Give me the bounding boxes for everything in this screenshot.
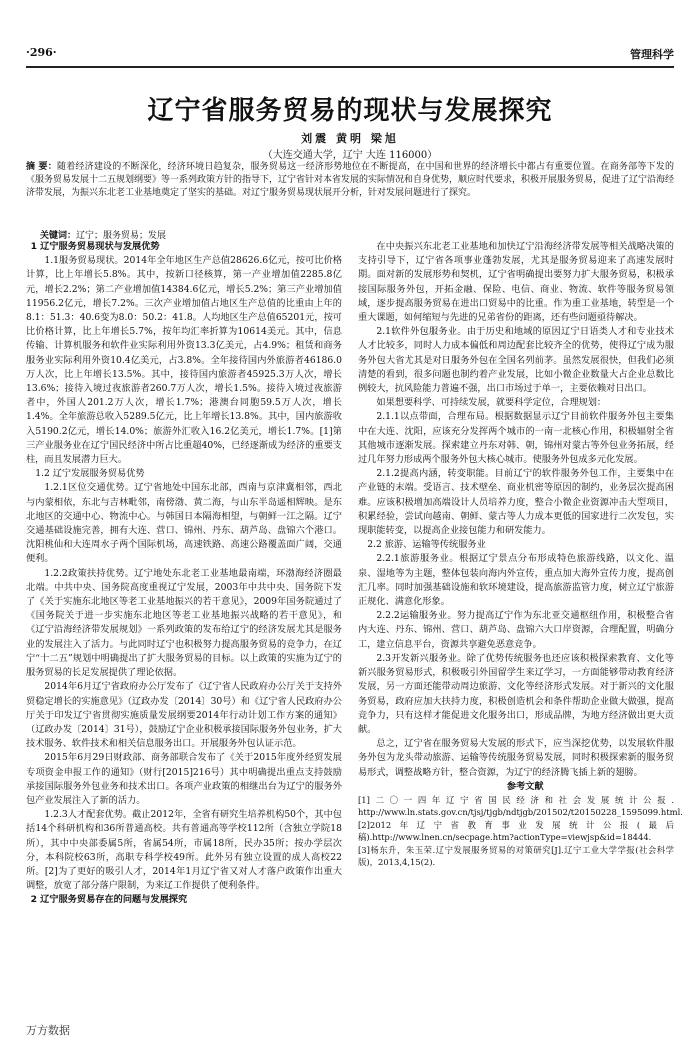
- running-head: [26, 46, 674, 62]
- paragraph: 1.1服务贸易现状。2014年全年地区生产总值28626.6亿元，按可比价格计算，比上年增长5.8%。其中，按新口径核算，第一产业增加值2285.8亿元，增长2.2%；第二产业增加值14384.6亿元，增长5.2%；第三产业增加值11956.2亿元，增长7.2%。三次产业增加值占地区生产总值的比重由上年的8.1：51.3：40.6变为8.0：50.2：41.8。人均地区生产总值65201元，按可比价格计算，比上年增长5.7%，按年均汇率折算为10614美元。其中，信息传输、计算机服务和软件业实际利用外资13.3亿美元，占4.9%；租赁和商务服务业实际利用外资10.4亿美元，占3.8%。全年接待国内外旅游者46186.0万人次，比上年增长13.5%。其中，接待国内旅游者45925.3万人次，增长13.6%；接待入境过夜旅游者260.7万人次，增长1.5%。接待入境过夜旅游者中，外国人201.2万人次，增长1.7%；港澳台同胞59.5万人次，增长1.4%。全年旅游总收入5289.5亿元，比上年增长13.8%。其中，国内旅游收入5190.2亿元，增长14.0%；旅游外汇收入16.2亿美元，增长1.7%。[1]第三产业服务业在辽宁国民经济中所占比重超40%，已经逐渐成为经济的重要支柱，而且发展潜力巨大。: [26, 255, 342, 466]
- authors: 刘震 黄明 梁旭: [301, 132, 399, 145]
- abstract-label: 摘 要：: [26, 162, 57, 172]
- paragraph: 1.2.2政策扶持优势。辽宁地处东北老工业基地最南端，环渤海经济圈最北端。中共中央、国务院高度重视辽宁发展，2003年中共中央、国务院下发了《关于实施东北地区等老工业基地振兴的若干意见》，2009年国务院通过了《国务院关于进一步实施东北地区等老工业基地振兴战略的若干意见》，和《辽宁沿海经济带发展规划》一系列政策的发布给辽宁的经济发展尤其是服务业的发展注入了活力。与此同时辽宁也积极努力提高服务贸易的竞争力，在辽宁“十二五”规划中明确提出了扩大服务贸易的目标。以上政策的实施为辽宁的服务贸易的长足发展提供了理论依据。: [26, 567, 342, 679]
- paragraph: 1.2.3人才配套优势。截止2012年，全省有研究生培养机构50个，其中包括14个科研机构和36所普通高校。共有普通高等学校112所（含独立学院18所），其中中央部委属5所，省属54所，市属18所，民办35所；按办学层次分，本科院校63所，高职专科学校49所。此外另有独立设置的成人高校22所。[2]为了更好的吸引人才，2014年1月辽宁省又对人才落户政策作出重大调整，放宽了部分落户限制，为来辽工作提供了便利条件。: [26, 809, 342, 892]
- affiliation: （大连交通大学，辽宁 大连 116000）: [262, 150, 438, 161]
- section-heading: 1 辽宁服务贸易现状与发展优势: [30, 241, 160, 252]
- references-heading: 参考文献: [506, 780, 544, 792]
- paragraph: 2.1.1以点带面，合理布局。根据数据显示辽宁目前软件服务外包主要集中在大连、沈阳，应该充分发挥两个城市的一南一北核心作用，积极辐射全省其他城市逐渐发展。探索建立丹东对韩、朝，锦州对蒙古等外包业务拓展，经过几年努力形成两个服务外包大核心城市。使服务外包成多元化发展。: [358, 411, 674, 466]
- reference-item: [2]2012年辽宁省教育事业发展统计公报(最后稿).http://www.lnen.cn/secpage.htm?actionType=viewjsp&id=18444.: [358, 819, 674, 843]
- paragraph: 2.2.2运输服务业。努力提高辽宁作为东北亚交通枢纽作用，积极整合省内大连、丹东、锦州、营口、葫芦岛、盘锦六大口岸资源，合理配置，明确分工，建立信息平台，资源共享避免恶意竞争。: [358, 610, 674, 650]
- paragraph: 2014年6月辽宁省政府办公厅发布了《辽宁省人民政府办公厅关于支持外贸稳定增长的实施意见》（辽政办发〔2014〕30号）和《辽宁省人民政府办公厅关于印发辽宁省贯彻实施质量发展纲要2014年行动计划工作方案的通知》（辽政办发〔2014〕31号），鼓励辽宁企业积极承接国际服务外包业务，扩大技术服务、软件技术和相关信息服务出口。开展服务外包认证示范。: [26, 681, 342, 750]
- article-title: 辽宁省服务贸易的现状与发展探究: [147, 96, 553, 126]
- paragraph: 2.1软件外包服务业。由于历史和地域的原因辽宁日语类人才和专业技术人才比较多，同时人力成本偏低和周边配套比较齐全的优势，使得辽宁成为服务外包大省尤其是对日服务外包在全国名列前茅。虽然发展很快，但我们必须清楚的看到，很多问题也制约着产业发展，比如小微企业数量大占企业总数比例较大，抗风险能力普遍不强，出口市场过于单一，主要依赖对日出口。: [358, 326, 674, 395]
- journal-name: 管理科学: [630, 48, 674, 61]
- right-column: [358, 240, 683, 869]
- abstract-text: 随着经济建设的不断深化，经济环境日趋复杂，服务贸易这一经济形势地位在不断提高，在中国和世界的经济增长中都占有重要位置。在商务部等下发的《服务贸易发展十二五规划纲要》等一系列政策方针的指导下，辽宁省针对本省发展的实际情况和自身优势，顺应时代要求，积极开展服务贸易，促进了辽宁沿海经济带发展，为振兴东北老工业基地奠定了坚实的基础。对辽宁服务贸易现状展开分析，针对发展问题进行了探究。: [26, 162, 675, 198]
- paragraph: 2.3开发新兴服务业。除了优势传统服务也还应该积极探索教育、文化等新兴服务贸易形式，积极吸引外国留学生来辽学习，一方面能够带动教育经济发展，另一方面还能带动周边旅游、文化等经济形式发展。对于新兴的文化服务贸易，政府应加大扶持力度，积极创造机会和条件帮助企业做大做强，提高竞争力，只有这样才能促进文化服务出口，形成品牌，为地方经济做出更大贡献。: [358, 652, 674, 735]
- abstract: [26, 161, 674, 200]
- header-rule: [26, 66, 674, 68]
- section-heading: 2 辽宁服务贸易存在的问题与发展探究: [30, 894, 188, 906]
- paragraph: 在中央振兴东北老工业基地和加快辽宁沿海经济带发展等相关战略决策的支持引导下，辽宁省各项事业蓬勃发展，尤其是服务贸易迎来了高速发展时期。面对新的发展形势和契机，辽宁省明确提出要努力扩大服务贸易，积极承接国际服务外包，开拓金融、保险、电信、商业、物流、软件等服务贸易领域，逐步提高服务贸易在进出口贸易中的比重。作为重工业基地，转型是一个重大课题，如何缩短与先进的兄弟省份的距离，还有些问题亟待解决。: [358, 241, 674, 324]
- page-number: ·296·: [26, 46, 57, 59]
- keywords-text: 辽宁；服务贸易；发展: [76, 231, 167, 241]
- subsection-heading: 1.2 辽宁发展服务贸易优势: [35, 468, 145, 480]
- subsection-heading: 2.2 旅游、运输等传统服务业: [367, 539, 486, 551]
- reference-item: [1]二〇一四年辽宁省国民经济和社会发展统计公报. http://www.ln.stats.gov.cn/tjsj/tjgb/ndtjgb/201502/t20150228_1595099.html.: [358, 794, 683, 818]
- paragraph: 如果想要科学、可持续发展，就要科学定位，合理规划：: [376, 397, 607, 409]
- paragraph: 2.2.1旅游服务业。根据辽宁景点分布形成特色旅游线路，以文化、温泉、湿地等为主题，整体包装向海内外宣传，重点加大海外宣传力度，提高创汇几率。同时加强基础设施和软环境建设，提高旅游监管力度，树立辽宁旅游正规化、满意化形象。: [358, 553, 674, 608]
- paragraph: 2.1.2提高内涵，转变职能。目前辽宁的软件服务外包工作，主要集中在产业链的末端。受语言、技术壁垒、商业机密等原因的制约，业务层次提高困难。应该积极增加高端设计人员培养力度，整合小微企业资源冲击大型项目，积累经验，尝试向越南、朝鲜、蒙古等人力成本更低的国家进行二次发包，实现职能转变，以提高企业接包能力和研发能力。: [358, 468, 674, 537]
- left-column: [26, 240, 342, 908]
- paragraph: 1.2.1区位交通优势。辽宁省地处中国东北部，西南与京津冀相邻，西北与内蒙相依，东北与吉林毗邻，南傍渤、黄二海，与山东半岛遥相辉映。是东北地区的交通中心、物流中心。与韩国日本隔海相望，与朝鲜一江之隔。辽宁交通基础设施完善，拥有大连、营口、锦州、丹东、葫芦岛、盘锦六个港口。沈阳桃仙和大连周水子两个国际机场，高速铁路、高速公路覆盖面广阔，交通便利。: [26, 482, 342, 565]
- reference-item: [3]杨东升，朱玉荣.辽宁发展服务贸易的对策研究[J].辽宁工业大学学报(社会科学版)，2013,4,15(2).: [358, 844, 674, 868]
- paragraph: 2015年6月29日财政部、商务部联合发布了《关于2015年度外经贸发展专项资金申报工作的通知》（财行[2015]216号）其中明确提出重点支持鼓励承接国际服务外包业务和技术出口。各项产业政策的相继出台为辽宁的服务外包产业发展注入了新的活力。: [26, 752, 342, 806]
- footer-watermark: 万方数据: [26, 1024, 70, 1037]
- keywords-label: 关键词：: [40, 231, 77, 241]
- paragraph: 总之，辽宁省在服务贸易大发展的形式下，应当深挖优势，以发展软件服务外包为龙头带动旅游、运输等传统服务贸易发展，同时积极探索新的服务贸易形式，调整战略方针，整合资源，为辽宁的经济腾飞插上新的翅膀。: [358, 738, 674, 778]
